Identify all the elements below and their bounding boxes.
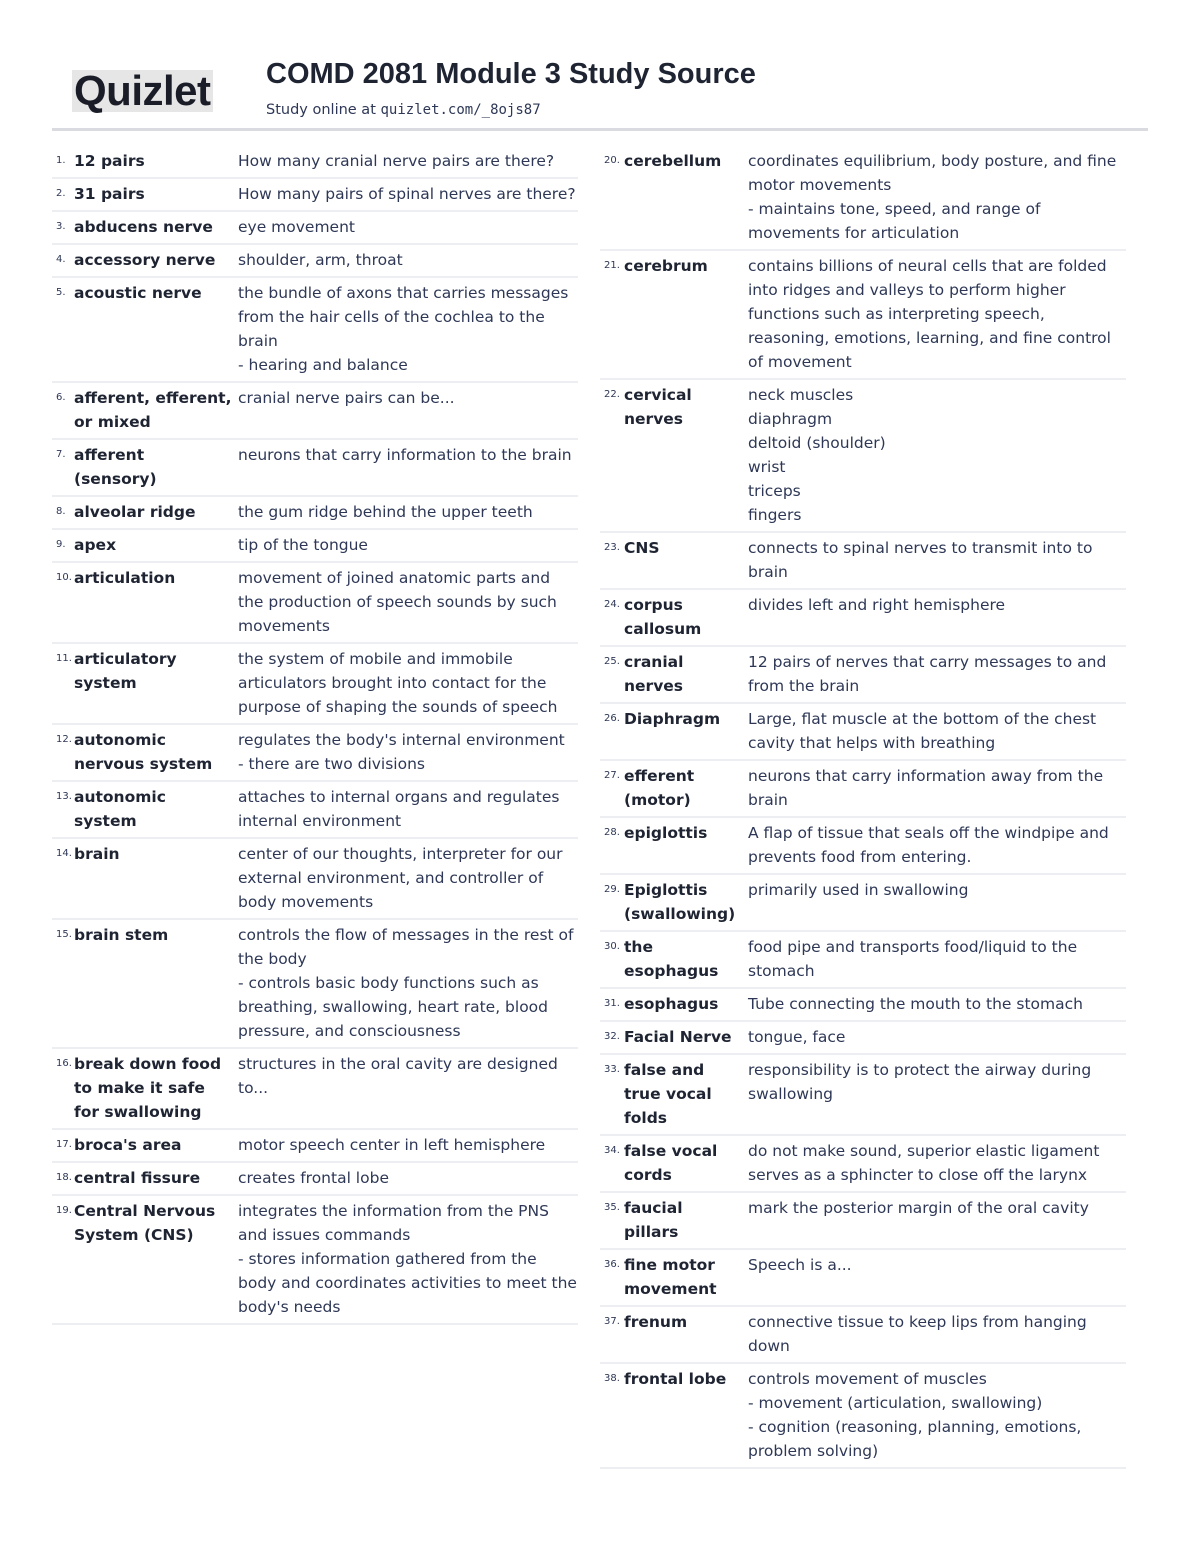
term-card xyxy=(600,1364,1126,1469)
card-number: 31. xyxy=(604,998,620,1009)
card-definition: neurons that carry information away from the brain xyxy=(748,767,1104,809)
card-definition: creates frontal lobe xyxy=(238,1169,389,1187)
term-card xyxy=(52,563,578,644)
term-card xyxy=(52,383,578,440)
card-number: 23. xyxy=(604,542,620,553)
card-number: 15. xyxy=(56,929,72,940)
term-card xyxy=(52,212,578,245)
card-definition: structures in the oral cavity are designed to... xyxy=(238,1055,558,1097)
card-term: efferent (motor) xyxy=(624,767,695,809)
term-card xyxy=(600,380,1126,533)
card-number: 29. xyxy=(604,884,620,895)
term-card xyxy=(600,146,1126,251)
card-number: 18. xyxy=(56,1172,72,1183)
term-card xyxy=(600,533,1126,590)
card-number: 22. xyxy=(604,389,620,400)
card-definition: How many pairs of spinal nerves are there? xyxy=(238,185,576,203)
card-definition: movement of joined anatomic parts and the production of speech sounds by such movements xyxy=(238,569,557,635)
card-definition: divides left and right hemisphere xyxy=(748,596,1006,614)
card-definition: coordinates equilibrium, body posture, and fine motor movements - maintains tone, speed, and range of movements for articulation xyxy=(748,152,1117,242)
card-term: faucial pillars xyxy=(624,1199,683,1241)
card-definition: controls movement of muscles - movement (articulation, swallowing) - cognition (reasoning, planning, emotions, problem solving) xyxy=(748,1370,1082,1460)
term-card xyxy=(600,1193,1126,1250)
card-number: 17. xyxy=(56,1139,72,1150)
card-number: 20. xyxy=(604,155,620,166)
card-number: 19. xyxy=(56,1205,72,1216)
term-card xyxy=(52,1196,578,1325)
subtitle-prefix: Study online at xyxy=(266,102,381,118)
card-term: fine motor movement xyxy=(624,1256,717,1298)
card-number: 5. xyxy=(56,287,66,298)
term-card xyxy=(52,1130,578,1163)
card-term: brain stem xyxy=(74,926,169,944)
term-card xyxy=(600,761,1126,818)
term-card xyxy=(52,530,578,563)
card-number: 14. xyxy=(56,848,72,859)
card-term: 12 pairs xyxy=(74,152,145,170)
card-term: alveolar ridge xyxy=(74,503,196,521)
card-number: 6. xyxy=(56,392,66,403)
term-card xyxy=(600,647,1126,704)
term-card xyxy=(52,1163,578,1196)
card-definition: eye movement xyxy=(238,218,355,236)
card-number: 9. xyxy=(56,539,66,550)
card-term: cerebellum xyxy=(624,152,722,170)
term-card xyxy=(600,1055,1126,1136)
card-definition: food pipe and transports food/liquid to the stomach xyxy=(748,938,1078,980)
header-divider xyxy=(52,128,1148,131)
card-term: CNS xyxy=(624,539,660,557)
card-definition: 12 pairs of nerves that carry messages to and from the brain xyxy=(748,653,1107,695)
card-number: 2. xyxy=(56,188,66,199)
card-term: epiglottis xyxy=(624,824,708,842)
card-term: accessory nerve xyxy=(74,251,216,269)
card-definition: contains billions of neural cells that are folded into ridges and valleys to perform higher functions such as interpreting speech, reasoning, emotions, learning, and fine control of movement xyxy=(748,257,1111,371)
term-card xyxy=(52,920,578,1049)
page-title: COMD 2081 Module 3 Study Source xyxy=(266,58,756,90)
card-definition: How many cranial nerve pairs are there? xyxy=(238,152,555,170)
card-number: 11. xyxy=(56,653,72,664)
term-card xyxy=(600,590,1126,647)
card-term: autonomic nervous system xyxy=(74,731,213,773)
card-definition: Large, flat muscle at the bottom of the chest cavity that helps with breathing xyxy=(748,710,1097,752)
card-term: false and true vocal folds xyxy=(624,1061,712,1127)
term-card xyxy=(600,989,1126,1022)
card-number: 24. xyxy=(604,599,620,610)
card-definition: primarily used in swallowing xyxy=(748,881,969,899)
card-number: 34. xyxy=(604,1145,620,1156)
term-card xyxy=(52,440,578,497)
card-number: 37. xyxy=(604,1316,620,1327)
card-term: brain xyxy=(74,845,120,863)
card-number: 35. xyxy=(604,1202,620,1213)
term-card xyxy=(600,704,1126,761)
card-term: frenum xyxy=(624,1313,688,1331)
term-card xyxy=(600,1307,1126,1364)
card-term: afferent, efferent, or mixed xyxy=(74,389,232,431)
card-term: cranial nerves xyxy=(624,653,684,695)
card-term: break down food to make it safe for swallowing xyxy=(74,1055,222,1121)
term-card xyxy=(52,245,578,278)
term-card xyxy=(600,251,1126,380)
card-number: 27. xyxy=(604,770,620,781)
page-header xyxy=(52,52,1148,132)
card-number: 30. xyxy=(604,941,620,952)
card-number: 26. xyxy=(604,713,620,724)
term-card xyxy=(600,1250,1126,1307)
card-definition: tongue, face xyxy=(748,1028,846,1046)
card-definition: integrates the information from the PNS and issues commands - stores information gathered from the body and coordinates activities to meet the body's needs xyxy=(238,1202,577,1316)
term-card xyxy=(600,875,1126,932)
card-term: Diaphragm xyxy=(624,710,721,728)
term-card xyxy=(52,179,578,212)
card-definition: regulates the body's internal environment - there are two divisions xyxy=(238,731,565,773)
card-number: 12. xyxy=(56,734,72,745)
card-definition: mark the posterior margin of the oral cavity xyxy=(748,1199,1089,1217)
card-definition: A flap of tissue that seals off the windpipe and prevents food from entering. xyxy=(748,824,1109,866)
card-term: the esophagus xyxy=(624,938,719,980)
card-term: afferent (sensory) xyxy=(74,446,157,488)
card-term: autonomic system xyxy=(74,788,166,830)
card-number: 8. xyxy=(56,506,66,517)
card-term: central fissure xyxy=(74,1169,201,1187)
card-number: 16. xyxy=(56,1058,72,1069)
card-term: acoustic nerve xyxy=(74,284,202,302)
card-term: frontal lobe xyxy=(624,1370,727,1388)
card-definition: the system of mobile and immobile articulators brought into contact for the purpose of shaping the sounds of speech xyxy=(238,650,558,716)
card-definition: controls the flow of messages in the rest of the body - controls basic body functions such as breathing, swallowing, heart rate, blood pressure, and consciousness xyxy=(238,926,574,1040)
term-card xyxy=(600,1136,1126,1193)
term-card xyxy=(52,497,578,530)
card-definition: Speech is a... xyxy=(748,1256,852,1274)
card-term: 31 pairs xyxy=(74,185,145,203)
card-number: 36. xyxy=(604,1259,620,1270)
card-definition: shoulder, arm, throat xyxy=(238,251,403,269)
term-card xyxy=(600,818,1126,875)
card-term: false vocal cords xyxy=(624,1142,718,1184)
card-number: 13. xyxy=(56,791,72,802)
card-definition: neurons that carry information to the brain xyxy=(238,446,572,464)
card-definition: connects to spinal nerves to transmit into to brain xyxy=(748,539,1093,581)
card-term: Epiglottis (swallowing) xyxy=(624,881,736,923)
card-term: esophagus xyxy=(624,995,719,1013)
card-number: 32. xyxy=(604,1031,620,1042)
card-definition: do not make sound, superior elastic ligament serves as a sphincter to close off the larynx xyxy=(748,1142,1100,1184)
card-definition: the bundle of axons that carries messages from the hair cells of the cochlea to the brain - hearing and balance xyxy=(238,284,569,374)
card-number: 1. xyxy=(56,155,66,166)
term-card xyxy=(52,839,578,920)
card-term: articulatory system xyxy=(74,650,177,692)
card-number: 10. xyxy=(56,572,72,583)
card-definition: cranial nerve pairs can be... xyxy=(238,389,455,407)
term-card xyxy=(600,1022,1126,1055)
card-number: 33. xyxy=(604,1064,620,1075)
card-definition: connective tissue to keep lips from hanging down xyxy=(748,1313,1087,1355)
card-definition: Tube connecting the mouth to the stomach xyxy=(748,995,1083,1013)
card-definition: attaches to internal organs and regulates internal environment xyxy=(238,788,560,830)
card-number: 7. xyxy=(56,449,66,460)
term-card xyxy=(52,725,578,782)
card-term: abducens nerve xyxy=(74,218,213,236)
term-card xyxy=(52,782,578,839)
card-number: 4. xyxy=(56,254,66,265)
card-number: 21. xyxy=(604,260,620,271)
card-definition: responsibility is to protect the airway during swallowing xyxy=(748,1061,1092,1103)
study-url-link[interactable]: quizlet.com/_8ojs87 xyxy=(380,102,541,118)
card-term: Central Nervous System (CNS) xyxy=(74,1202,216,1244)
left-term-column xyxy=(52,146,578,1325)
term-card xyxy=(52,278,578,383)
card-definition: neck muscles diaphragm deltoid (shoulder) wrist triceps fingers xyxy=(748,386,886,524)
card-term: apex xyxy=(74,536,117,554)
card-term: corpus callosum xyxy=(624,596,702,638)
card-number: 25. xyxy=(604,656,620,667)
card-term: cerebrum xyxy=(624,257,708,275)
card-definition: motor speech center in left hemisphere xyxy=(238,1136,546,1154)
card-term: articulation xyxy=(74,569,176,587)
card-number: 3. xyxy=(56,221,66,232)
card-term: broca's area xyxy=(74,1136,182,1154)
right-term-column xyxy=(600,146,1126,1469)
term-card xyxy=(52,146,578,179)
card-number: 28. xyxy=(604,827,620,838)
card-definition: center of our thoughts, interpreter for our external environment, and controller of body movements xyxy=(238,845,563,911)
card-definition: the gum ridge behind the upper teeth xyxy=(238,503,533,521)
card-definition: tip of the tongue xyxy=(238,536,368,554)
card-number: 38. xyxy=(604,1373,620,1384)
card-term: cervical nerves xyxy=(624,386,692,428)
term-card xyxy=(52,1049,578,1130)
term-card xyxy=(52,644,578,725)
term-card xyxy=(600,932,1126,989)
quizlet-logo: Quizlet xyxy=(74,67,211,114)
card-term: Facial Nerve xyxy=(624,1028,732,1046)
study-online-subtitle xyxy=(266,102,541,118)
